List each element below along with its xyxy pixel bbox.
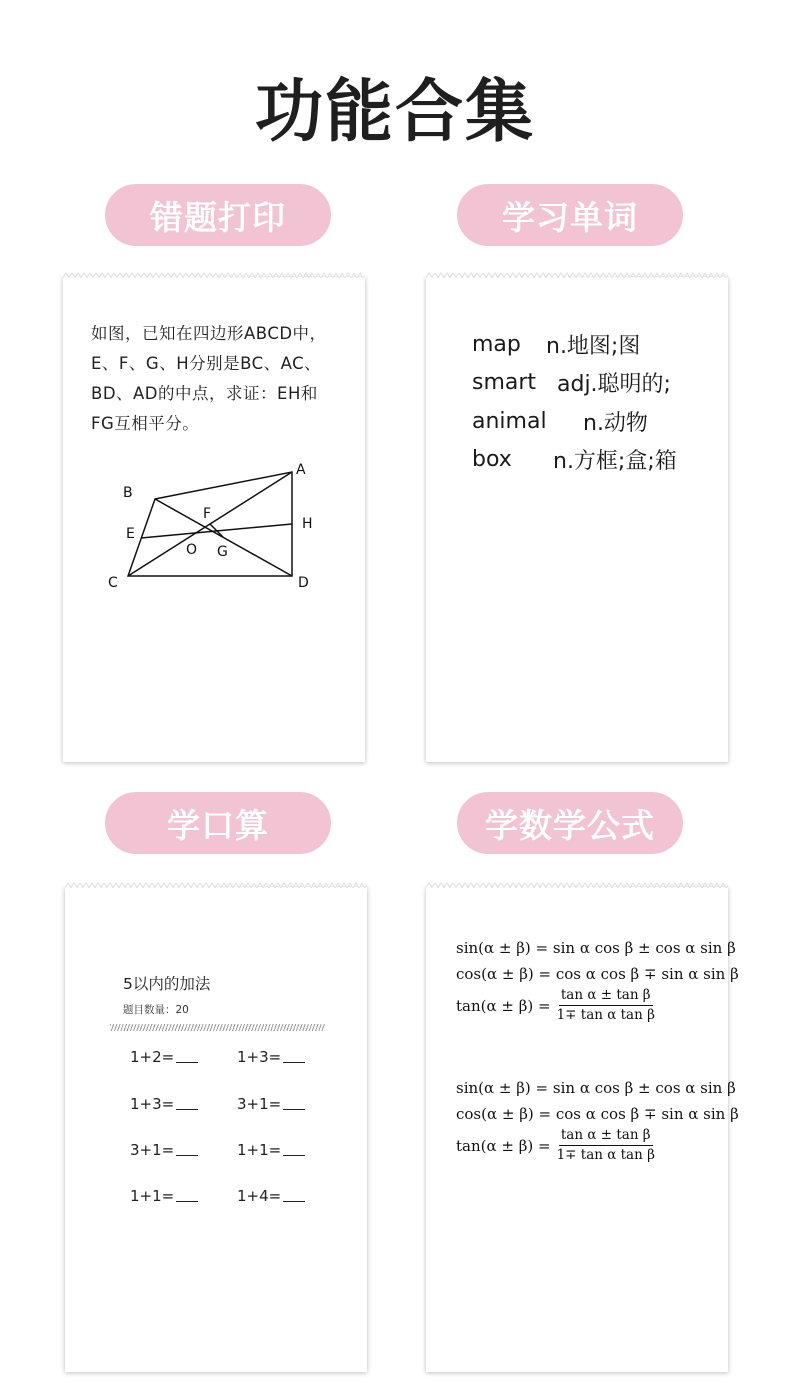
equation-text: 3+1= [237,1095,282,1113]
answer-blank [283,1188,305,1202]
fraction-denominator: 1∓ tan α tan β [556,1147,655,1163]
answer-blank [283,1049,305,1063]
answer-blank [283,1142,305,1156]
diagonal-bd [155,499,292,576]
equation [237,1141,305,1159]
equation [237,1095,305,1113]
fraction-numerator: tan α ± tan β [559,1127,653,1146]
print-sample-wrong-question [63,277,365,762]
problem-line: E、F、G、H分别是BC、AC、 [91,354,322,373]
word-meaning: n.方框;盒;箱 [553,449,677,475]
formula-rhs: cos α cos β ∓ sin α sin β [555,965,739,983]
point-label-a: A [296,462,306,478]
formula-tan [456,1127,739,1164]
equation [130,1141,198,1159]
point-label-g: G [217,544,228,560]
equation-text: 3+1= [130,1141,175,1159]
worksheet-title: 5以内的加法 [123,975,211,993]
point-label-h: H [302,516,313,532]
word-meaning: adj.聪明的; [557,372,671,398]
word-row [472,364,677,403]
equation-text: 1+3= [237,1048,282,1066]
word-english: map [472,331,521,357]
hatched-divider [110,1024,325,1031]
word-meaning: n.动物 [583,410,648,436]
formula-block [456,1075,739,1164]
word-row [472,325,677,364]
formula-lhs: tan(α ± β) = [456,1136,551,1155]
word-list [472,325,677,479]
point-label-e: E [126,526,135,542]
paper-torn-edge [426,272,728,278]
equation [130,1048,198,1066]
word-meaning: n.地图;图 [546,333,641,359]
problem-line: BD、AD的中点，求证：EH和 [91,384,318,403]
question-count: 题目数量：20 [123,1004,189,1016]
formula-rhs: sin α cos β ± cos α sin β [552,1079,736,1097]
answer-blank [176,1049,198,1063]
formula-lhs: tan(α ± β) = [456,996,551,1015]
feature-label-math-formulas: 学数学公式 [457,792,683,854]
point-label-b: B [123,485,133,501]
word-row [472,402,677,441]
formula-lhs: cos(α ± β) = [456,1105,552,1123]
paper-torn-edge [426,882,728,888]
equation [130,1187,198,1205]
feature-label-learn-words: 学习单词 [457,184,683,246]
equation-text: 1+4= [237,1187,282,1205]
problem-statement [91,319,353,439]
equation [237,1187,305,1205]
equation [237,1048,305,1066]
word-english: animal [472,408,547,434]
word-english: box [472,447,512,473]
print-sample-formulas [426,887,739,1372]
print-sample-vocabulary [426,277,728,762]
problem-line: FG互相平分。 [91,414,200,433]
word-row [472,441,677,480]
formula-rhs: sin α cos β ± cos α sin β [552,939,736,957]
fraction-numerator: tan α ± tan β [559,987,653,1006]
feature-label-mental-arithmetic: 学口算 [105,792,331,854]
formula-rhs: cos α cos β ∓ sin α sin β [555,1105,739,1123]
formula-lhs: cos(α ± β) = [456,965,552,983]
answer-blank [176,1142,198,1156]
formula-cos [456,961,739,987]
equation [130,1095,198,1113]
point-label-d: D [298,575,309,591]
answer-blank [176,1188,198,1202]
word-english: smart [472,370,537,396]
quadrilateral-diagram [103,452,343,592]
point-label-o: O [186,542,198,558]
point-label-c: C [108,575,118,591]
equation-text: 1+1= [237,1141,282,1159]
formula-lhs: sin(α ± β) = [456,939,549,957]
feature-label-wrong-question-print: 错题打印 [105,184,331,246]
point-label-f: F [203,506,212,522]
answer-blank [283,1096,305,1110]
formula-sin [456,1075,739,1101]
problem-line: 如图，已知在四边形ABCD中， [91,324,327,343]
formula-sin [456,935,739,961]
equation-text: 1+3= [130,1095,175,1113]
fraction-denominator: 1∓ tan α tan β [556,1007,655,1023]
equation-text: 1+1= [130,1187,175,1205]
page-title: 功能合集 [254,73,535,152]
equation-text: 1+2= [130,1048,175,1066]
print-sample-arithmetic [65,887,367,1372]
formula-cos [456,1101,739,1127]
formula-fraction [555,987,657,1024]
paper-torn-edge [63,272,365,278]
formula-tan [456,987,739,1024]
paper-torn-edge [65,882,367,888]
formula-block [456,935,739,1024]
answer-blank [176,1096,198,1110]
formula-fraction [555,1127,657,1164]
formula-lhs: sin(α ± β) = [456,1079,549,1097]
